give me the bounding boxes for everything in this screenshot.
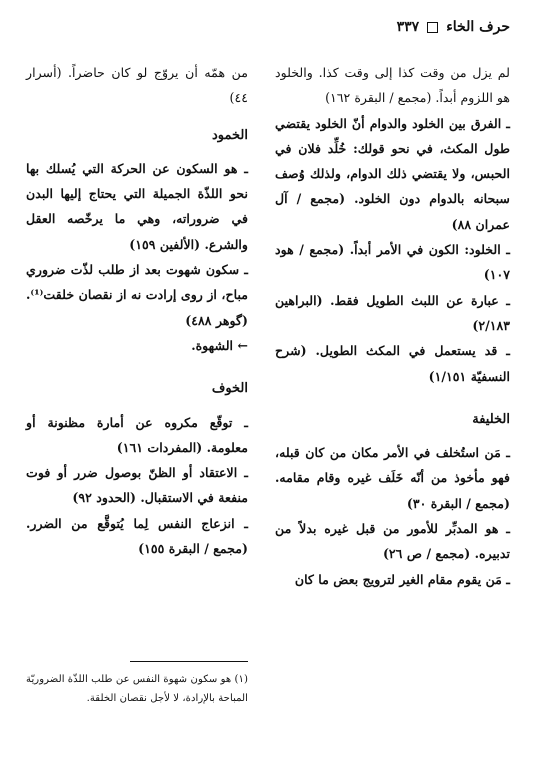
entry-paragraph: ـ قد يستعمل في المكث الطويل. (شرح النسفيّة ١/١٥١) (275, 343, 510, 384)
entry-paragraph: ـ انزعاج النفس لِما يُتوقَّع من الضرر. (مجمع / البقرة ١٥٥) (26, 515, 248, 557)
entry-paragraph: ـ توقّع مكروه عن أمارة مظنونة أو معلومة. (المفردات ١٦١) (26, 414, 248, 455)
footnote: (١) هو سكون شهوة النفس عن طلب اللذّة الضروريّة المباحة بالإرادة، لا لأجل نقصان الخلقة. (26, 674, 248, 704)
page-header (24, 14, 510, 40)
entry-paragraph: ـ الاعتقاد أو الظنّ بوصول ضرر أو فوت منفعة في الاستقبال. (الحدود ٩٢) (26, 465, 248, 506)
entry-paragraph: ـ هو السكون عن الحركة التي يُسلك بها نحو اللذّة الجميلة التي يحتاج إليها البدن في ضروراته، وهي ما يرخّصه العقل والشرع. (الألفين ١٥٩) (26, 160, 248, 252)
entry-paragraph: ـ الخلود: الكون في الأمر أبداً. (مجمع / هود ١٠٧) (275, 242, 510, 283)
right-column (275, 60, 510, 592)
entry-heading: الخليفة (472, 411, 510, 427)
entry-paragraph: لم يزل من وقت كذا إلى وقت كذا. والخلود هو اللزوم أبداً. (مجمع / البقرة ١٦٢) (275, 65, 510, 106)
entry-paragraph: ـ مَن استُخلف في الأمر مكان من كان قبله، فهو مأخوذ من أنّه خَلَف غيره وقام مقامه. (مجمع / البقرة ٣٠) (275, 445, 510, 511)
running-title: حرف الخاء (446, 19, 510, 35)
entry-heading: الخوف (211, 381, 248, 397)
entry-paragraph: من همّه أن يروّج لو كان حاضراً. (أسرار ٤٤) (26, 65, 248, 106)
entry-paragraph: ـ الفرق بين الخلود والدوام أنّ الخلود يقتضي طول المكث، في نحو قولك: خُلِّد فلان في الحبس، ولا يقتضي ذلك الدوام، ولذلك وُصف سبحانه بالدوام دون الخلود. (مجمع / آل عمران ٨٨) (275, 115, 510, 232)
cross-reference: ← الشهوة. (191, 337, 248, 353)
left-column (26, 60, 248, 561)
entry-heading: الخمود (212, 127, 248, 143)
square-ornament-icon (427, 22, 438, 33)
entry-paragraph: ـ هو المدبِّر للأمور من قبل غيره بدلاً من تدبيره. (مجمع / ص ٢٦) (275, 521, 510, 562)
entry-paragraph: ـ عبارة عن اللبث الطويل فقط. (البراهين ٢/١٨٣) (275, 292, 510, 333)
running-title-group (397, 19, 510, 35)
entry-paragraph: ـ مَن يقوم مقام الغير لترويج بعض ما كان (294, 571, 510, 587)
page-number: ٣٣٧ (396, 19, 420, 35)
entry-paragraph: ـ سكون شهوت بعد از طلب لذّت ضروري مباح، از روى إرادت نه از نقصان خلقت⁽¹⁾. (گوهر ٤٨٨) (26, 262, 248, 328)
footnote-divider (130, 661, 248, 662)
